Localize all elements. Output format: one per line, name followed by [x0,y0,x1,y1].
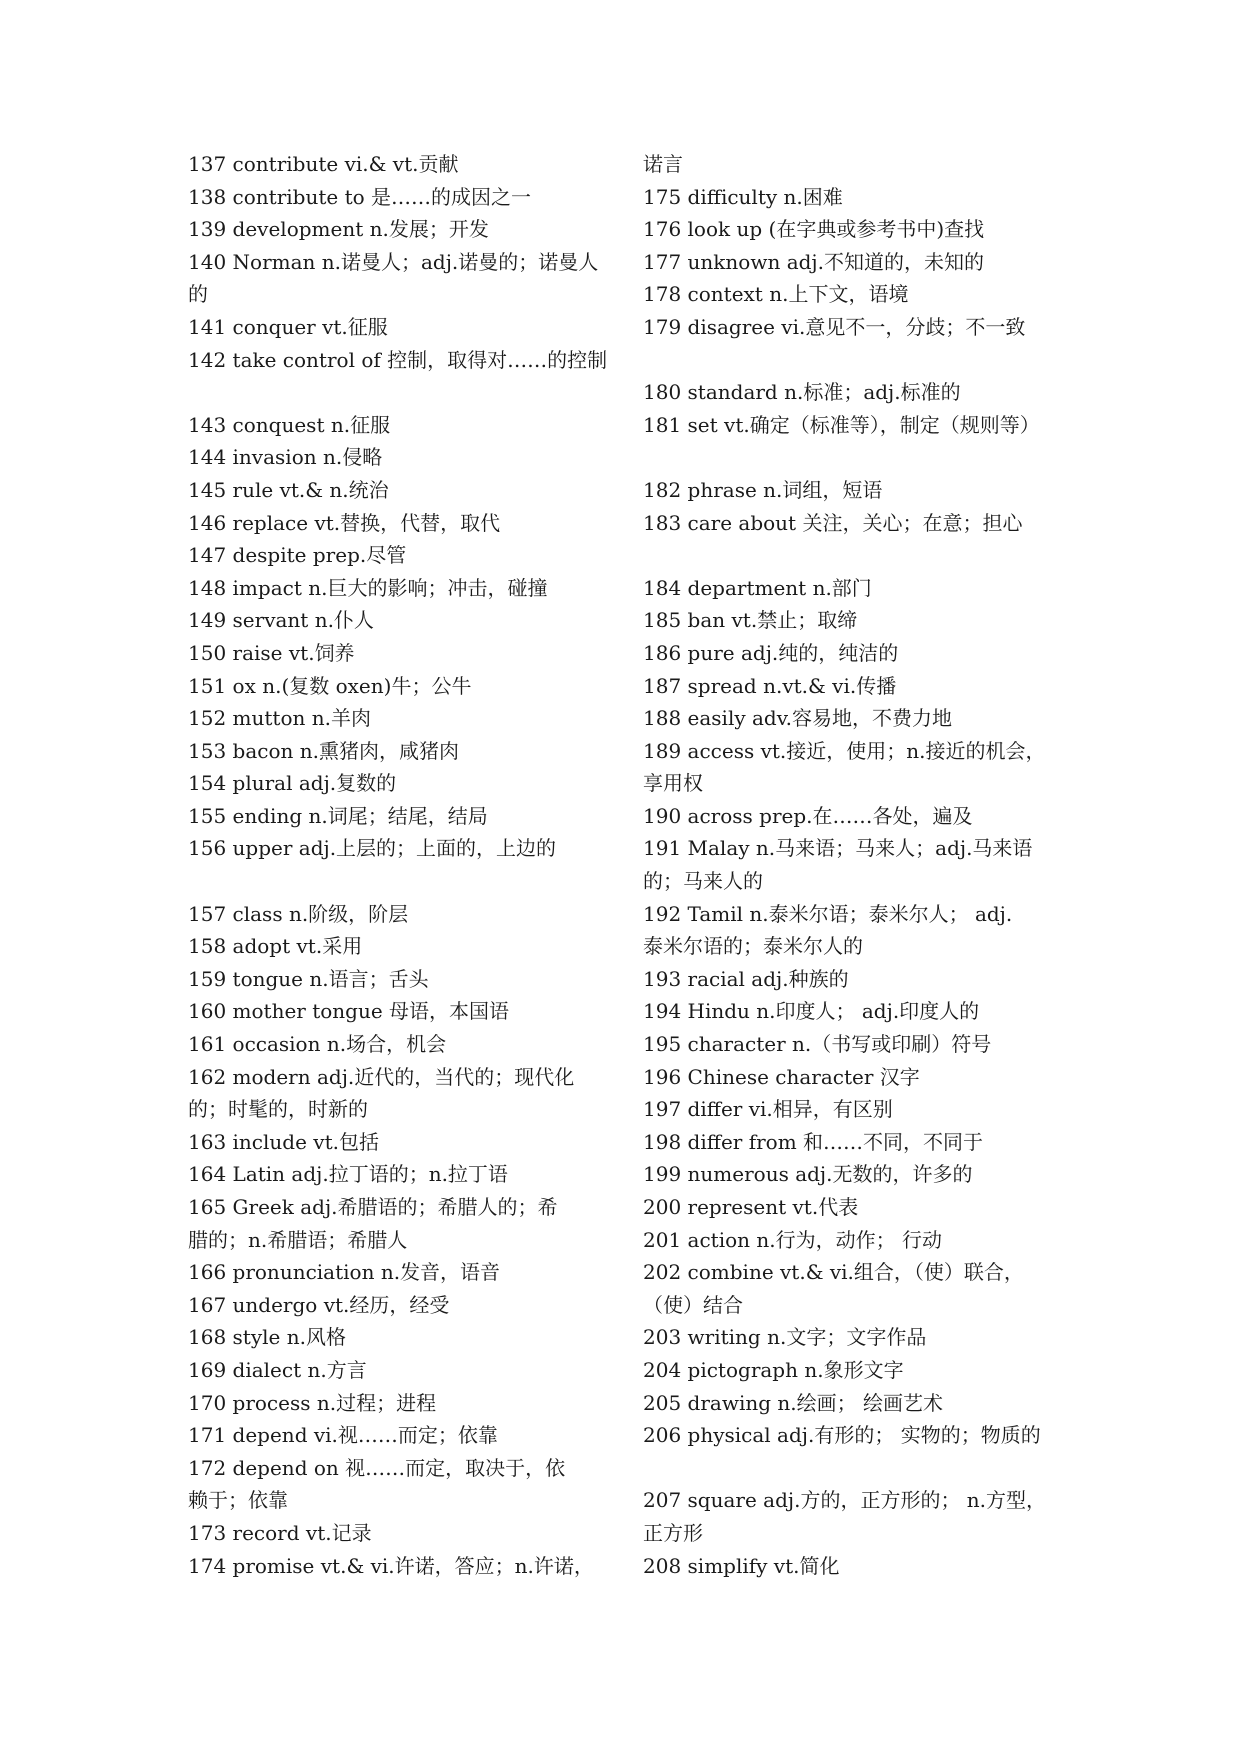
vocab-line: 140 Norman n.诺曼人；adj.诺曼的；诺曼人 [188,249,599,274]
vocab-line [643,344,1063,377]
vocab-line: 142 take control of 控制，取得对……的控制 [188,347,608,372]
vocab-line: 184 department n.部门 [643,575,872,600]
vocab-line: 163 include vt.包括 [188,1129,379,1154]
vocab-line: 146 replace vt.替换，代替，取代 [188,510,501,535]
vocab-line: 149 servant n.仆人 [188,608,374,633]
vocab-line: 207 square adj.方的，正方形的； n.方型， [643,1488,1047,1513]
vocab-line: 148 impact n.巨大的影响；冲击，碰撞 [188,575,548,600]
vocab-line [643,1452,1063,1485]
vocab-line: 152 mutton n.羊肉 [188,706,371,731]
vocab-line: 160 mother tongue 母语，本国语 [188,999,510,1024]
vocab-line: 173 record vt.记录 [188,1520,372,1545]
vocab-line: 192 Tamil n.泰米尔语；泰米尔人； adj. [643,901,1013,926]
vocab-line: 194 Hindu n.印度人； adj.印度人的 [643,999,980,1024]
vocab-line: 154 plural adj.复数的 [188,771,397,796]
vocab-line: 206 physical adj.有形的； 实物的；物质的 [643,1423,1041,1448]
vocab-line: 198 differ from 和……不同，不同于 [643,1129,984,1154]
vocab-line: 139 development n.发展；开发 [188,217,489,242]
vocab-line: 180 standard n.标准；adj.标准的 [643,380,961,405]
vocab-line: 腊的；n.希腊语；希腊人 [188,1227,408,1252]
vocab-line: 202 combine vt.& vi.组合，（使）联合， [643,1260,1024,1285]
vocab-line: 145 rule vt.& n.统治 [188,477,389,502]
vocab-line: 赖于；依靠 [188,1488,288,1513]
vocab-line: 199 numerous adj.无数的，许多的 [643,1162,973,1187]
vocab-line: 144 invasion n.侵略 [188,445,383,470]
vocab-line: 181 set vt.确定（标准等），制定（规则等） [643,412,1040,437]
vocab-line: 161 occasion n.场合，机会 [188,1032,447,1057]
vocab-line: 196 Chinese character 汉字 [643,1064,920,1089]
vocab-line: 162 modern adj.近代的，当代的；现代化 [188,1064,575,1089]
vocab-line: 168 style n.风格 [188,1325,346,1350]
vocab-line: 174 promise vt.& vi.许诺，答应；n.许诺， [188,1553,594,1578]
vocab-line: 175 difficulty n.困难 [643,184,843,209]
vocab-line: 159 tongue n.语言；舌头 [188,966,429,991]
vocab-line: 的；时髦的，时新的 [188,1097,368,1122]
vocab-line: 享用权 [643,771,703,796]
vocab-line: 203 writing n.文字；文字作品 [643,1325,927,1350]
vocab-line [188,376,608,409]
vocab-line: 138 contribute to 是……的成因之一 [188,184,531,209]
vocab-line: 182 phrase n.词组，短语 [643,477,883,502]
vocab-line: 183 care about 关注，关心；在意；担心 [643,510,1023,535]
vocab-line: 171 depend vi.视……而定；依靠 [188,1423,498,1448]
vocab-line: 169 dialect n.方言 [188,1357,367,1382]
vocab-line: 正方形 [643,1520,703,1545]
vocab-line: 205 drawing n.绘画； 绘画艺术 [643,1390,943,1415]
vocab-line: 155 ending n.词尾；结尾，结局 [188,803,488,828]
vocab-line: 179 disagree vi.意见不一，分歧；不一致 [643,314,1026,339]
vocab-line: 164 Latin adj.拉丁语的；n.拉丁语 [188,1162,508,1187]
vocab-line: 197 differ vi.相异，有区别 [643,1097,893,1122]
vocab-line: 177 unknown adj.不知道的，未知的 [643,249,984,274]
vocab-line: 204 pictograph n.象形文字 [643,1357,904,1382]
vocab-line: 200 represent vt.代表 [643,1195,859,1219]
vocab-line [643,441,1063,474]
vocab-line: 诺言 [643,152,683,176]
vocab-line: 189 access vt.接近，使用；n.接近的机会， [643,738,1046,763]
vocab-line: 的 [188,282,208,307]
vocab-line: 156 upper adj.上层的；上面的，上边的 [188,836,557,861]
vocab-line: 191 Malay n.马来语；马来人；adj.马来语 [643,836,1033,861]
left-column [188,148,608,1582]
vocab-line: 187 spread n.vt.& vi.传播 [643,673,897,698]
vocab-line: 165 Greek adj.希腊语的；希腊人的；希 [188,1195,558,1219]
vocab-line: 141 conquer vt.征服 [188,314,388,339]
vocab-line: 190 across prep.在……各处，遍及 [643,803,973,828]
vocab-line: 185 ban vt.禁止；取缔 [643,608,858,633]
vocab-line: 208 simplify vt.简化 [643,1553,840,1578]
vocab-line: 193 racial adj.种族的 [643,966,849,991]
vocab-line: 172 depend on 视……而定，取决于，依 [188,1455,566,1480]
vocab-line: 150 raise vt.饲养 [188,640,355,665]
vocab-line: 195 character n.（书写或印刷）符号 [643,1032,992,1057]
vocab-line: 泰米尔语的；泰米尔人的 [643,934,863,959]
vocab-line [643,539,1063,572]
right-column [643,148,1063,1582]
vocab-line: 176 look up (在字典或参考书中)查找 [643,217,985,242]
vocab-line: 158 adopt vt.采用 [188,934,363,959]
vocab-line: 188 easily adv.容易地，不费力地 [643,706,953,731]
vocab-line: 151 ox n.(复数 oxen)牛；公牛 [188,673,472,698]
vocab-line: 的；马来人的 [643,869,763,894]
vocab-line: 167 undergo vt.经历，经受 [188,1292,450,1317]
vocab-line: 147 despite prep.尽管 [188,543,407,568]
vocab-line: 201 action n.行为，动作； 行动 [643,1227,942,1252]
vocab-line [188,865,608,898]
vocab-line: 137 contribute vi.& vt.贡献 [188,152,459,176]
vocab-line: 178 context n.上下文，语境 [643,282,909,307]
vocab-line: 166 pronunciation n.发音，语音 [188,1260,501,1285]
vocab-line: 170 process n.过程；进程 [188,1390,437,1415]
vocab-line: 157 class n.阶级，阶层 [188,901,409,926]
vocab-line: 186 pure adj.纯的，纯洁的 [643,640,899,665]
vocab-line: （使）结合 [643,1292,743,1317]
vocab-line: 143 conquest n.征服 [188,412,391,437]
vocab-line: 153 bacon n.熏猪肉，咸猪肉 [188,738,459,763]
